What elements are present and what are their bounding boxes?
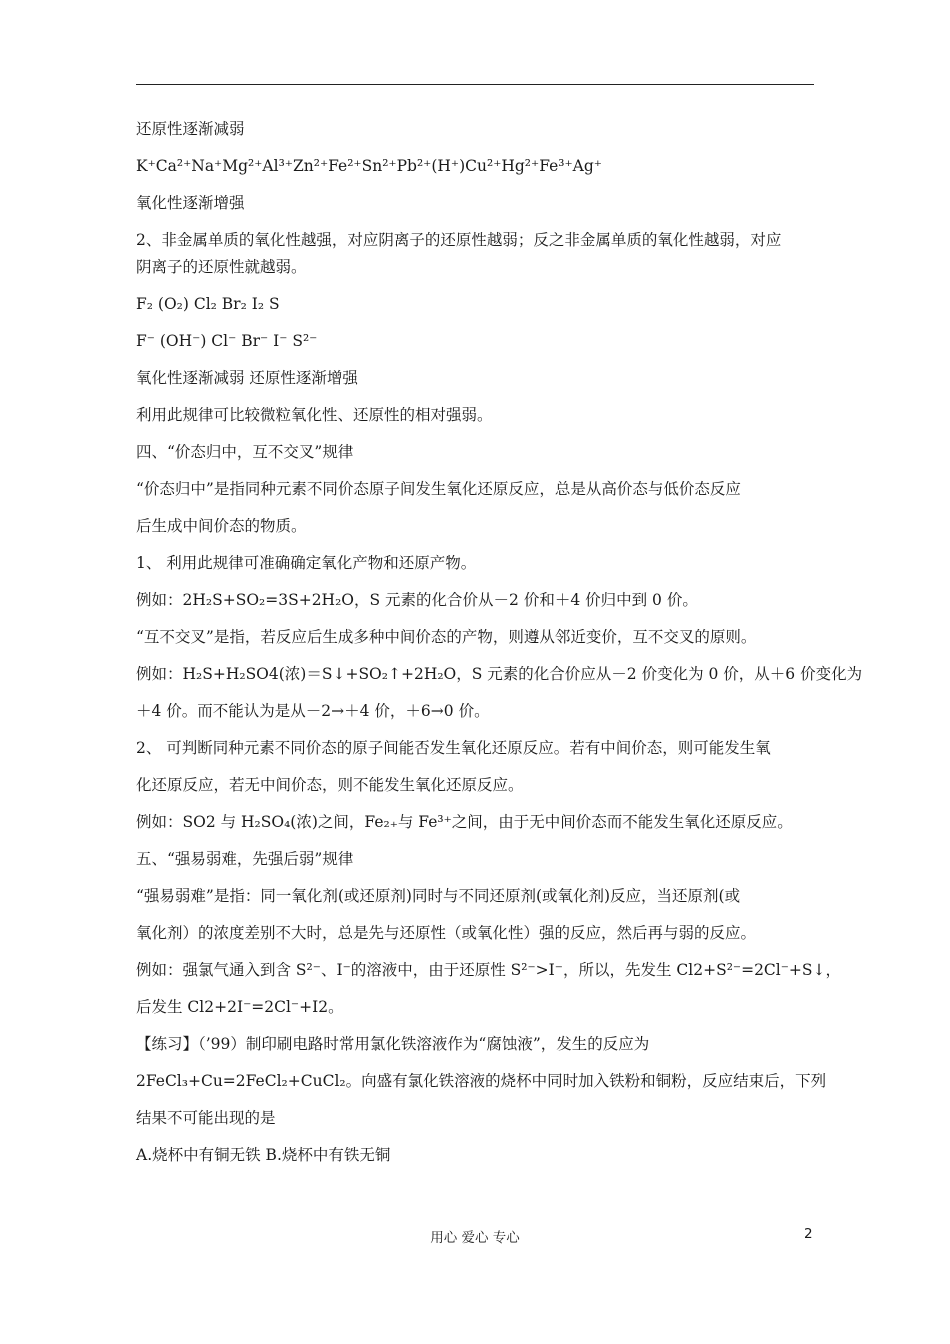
section-heading: 四、“价态归中，互不交叉”规律 [136, 443, 354, 461]
text-line: “互不交叉”是指，若反应后生成多种中间价态的产物，则遵从邻近变价，互不交叉的原则。 [136, 628, 757, 646]
text-line: K⁺Ca²⁺Na⁺Mg²⁺Al³⁺Zn²⁺Fe²⁺Sn²⁺Pb²⁺(H⁺)Cu²⁺Hg²⁺Fe³⁺Ag⁺ [136, 157, 602, 175]
text-line: “强易弱难”是指：同一氧化剂(或还原剂)同时与不同还原剂(或氧化剂)反应，当还原剂(或 [136, 887, 741, 905]
text-line: ＋4 价。而不能认为是从－2→＋4 价，＋6→0 价。 [136, 702, 490, 720]
text-line: 例如：2H₂S+SO₂=3S+2H₂O，S 元素的化合价从－2 价和＋4 价归中到 0 价。 [136, 591, 698, 609]
text-line: 氧化性逐渐减弱 还原性逐渐增强 [136, 369, 358, 387]
text-line: F₂ (O₂) Cl₂ Br₂ I₂ S [136, 295, 280, 313]
page-number: 2 [804, 1226, 813, 1242]
text-line: 利用此规律可比较微粒氧化性、还原性的相对强弱。 [136, 406, 493, 424]
text-line: 后发生 Cl2+2I⁻=2Cl⁻+I2。 [136, 998, 344, 1016]
text-line: 氧化性逐渐增强 [136, 194, 245, 212]
text-line: “价态归中”是指同种元素不同价态原子间发生氧化还原反应，总是从高价态与低价态反应 [136, 480, 741, 498]
text-line: 2、 可判断同种元素不同价态的原子间能否发生氧化还原反应。若有中间价态，则可能发生氧 [136, 739, 771, 757]
text-line: 化还原反应，若无中间价态，则不能发生氧化还原反应。 [136, 776, 524, 794]
text-line: 例如：SO2 与 H₂SO₄(浓)之间，Fe₂₊与 Fe³⁺之间，由于无中间价态而不能发生氧化还原反应。 [136, 813, 793, 831]
document-body [136, 118, 863, 1181]
footer-slogan: 用心 爱心 专心 [430, 1230, 520, 1246]
text-line: 例如：强氯气通入到含 S²⁻、I⁻的溶液中，由于还原性 S²⁻>I⁻，所以，先发生 Cl2+S²⁻=2Cl⁻+S↓， [136, 961, 842, 979]
text-line: 2FeCl₃+Cu=2FeCl₂+CuCl₂。向盛有氯化铁溶液的烧杯中同时加入铁粉和铜粉，反应结束后，下列 [136, 1072, 827, 1090]
text-line: 结果不可能出现的是 [136, 1109, 276, 1127]
text-line: 1、 利用此规律可准确确定氧化产物和还原产物。 [136, 554, 477, 572]
header-rule [136, 84, 814, 85]
answer-options: A.烧杯中有铜无铁 B.烧杯中有铁无铜 [136, 1146, 391, 1164]
exercise-line: 【练习】（’99）制印刷电路时常用氯化铁溶液作为“腐蚀液”，发生的反应为 [136, 1035, 650, 1053]
text-line: 氧化剂）的浓度差别不大时，总是先与还原性（或氧化性）强的反应，然后再与弱的反应。 [136, 924, 757, 942]
text-line: 还原性逐渐减弱 [136, 120, 245, 138]
text-line: 后生成中间价态的物质。 [136, 517, 307, 535]
section-heading: 五、“强易弱难，先强后弱”规律 [136, 850, 354, 868]
text-line: F⁻ (OH⁻) Cl⁻ Br⁻ I⁻ S²⁻ [136, 332, 318, 350]
text-line: 例如：H₂S+H₂SO4(浓)＝S↓+SO₂↑+2H₂O，S 元素的化合价应从－2 价变化为 0 价，从＋6 价变化为 [136, 665, 863, 683]
text-line: 2、非金属单质的氧化性越强，对应阴离子的还原性越弱；反之非金属单质的氧化性越弱，对应 [136, 231, 782, 249]
text-line: 阴离子的还原性就越弱。 [136, 258, 307, 276]
